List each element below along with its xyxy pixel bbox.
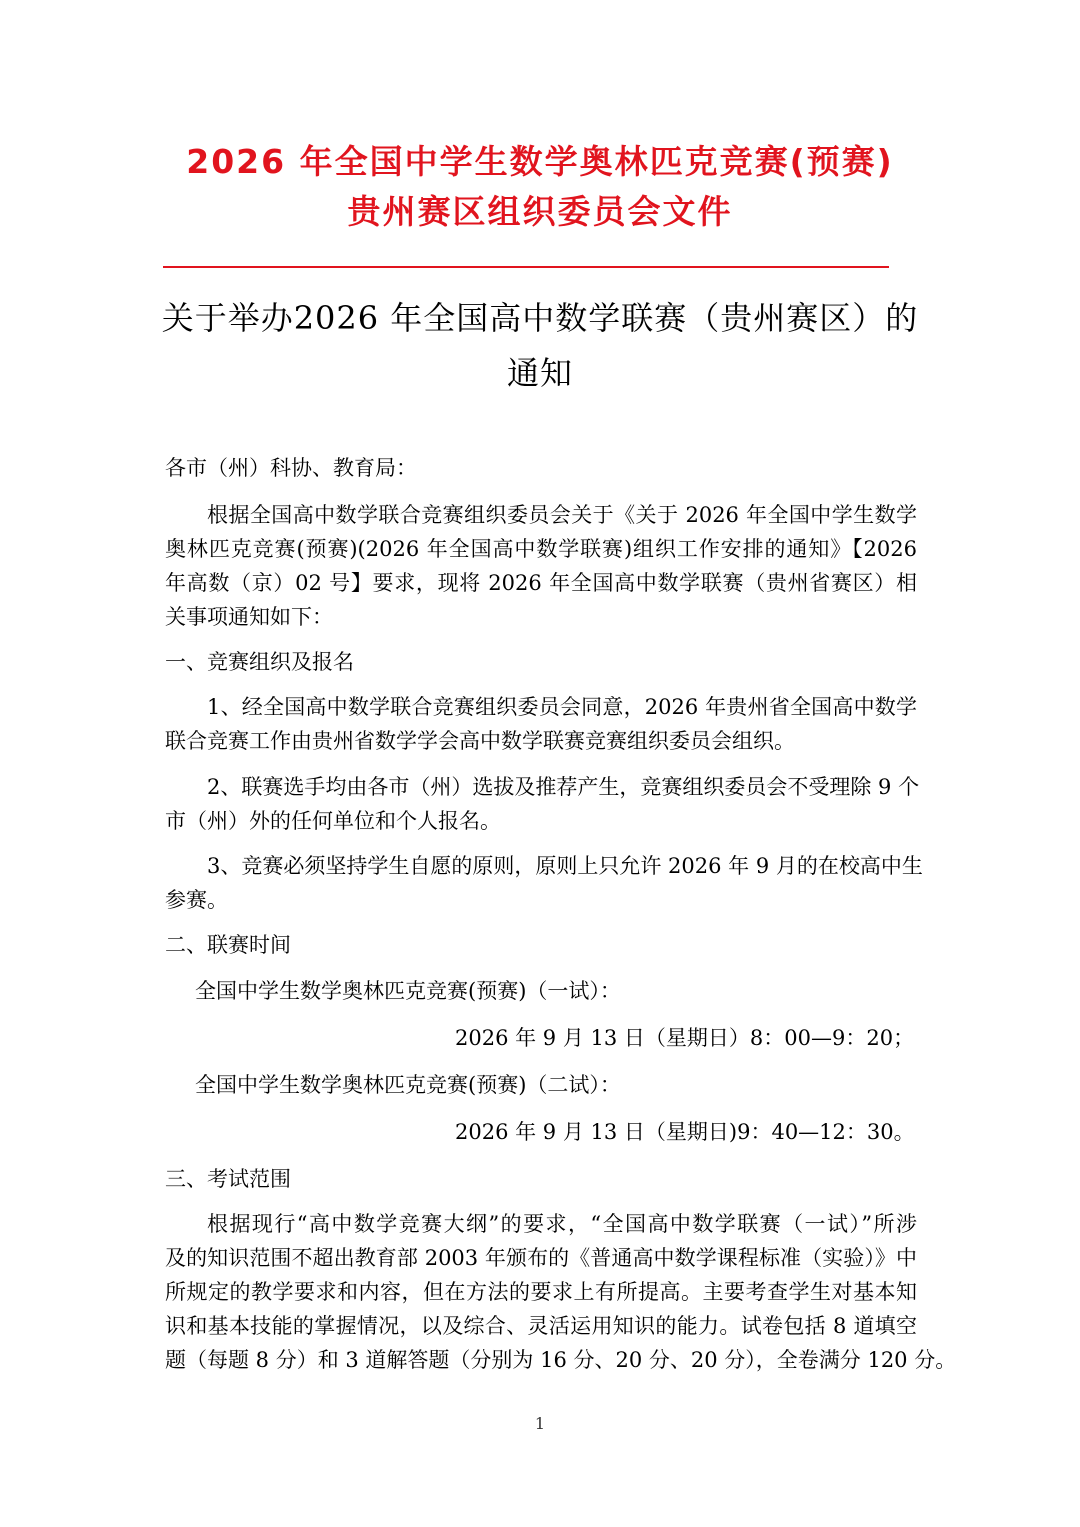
exam-2-label: 全国中学生数学奥林匹克竞赛(预赛)（二试）：: [195, 1073, 621, 1097]
section-3-paragraph-line: 所规定的教学要求和内容，但在方法的要求上有所提高。主要考查学生对基本知: [165, 1280, 917, 1304]
exam-2-time: 2026 年 9 月 13 日（星期日)9：40—12：30。: [455, 1120, 915, 1144]
section-3-paragraph-line: 题（每题 8 分）和 3 道解答题（分别为 16 分、20 分、20 分），全卷满分 120 分。: [165, 1348, 957, 1372]
section-1-heading: 一、竞赛组织及报名: [165, 650, 354, 674]
salutation: 各市（州）科协、教育局：: [165, 456, 417, 480]
header-line-1: 2026 年全国中学生数学奥林匹克竞赛(预赛): [186, 142, 894, 181]
section-1-paragraph-2-line: 2、联赛选手均由各市（州）选拔及推荐产生，竞赛组织委员会不受理除 9 个: [207, 775, 920, 799]
header-divider: [163, 266, 889, 268]
exam-1-time: 2026 年 9 月 13 日（星期日）8：00—9：20；: [455, 1026, 915, 1050]
section-1-paragraph-3-line: 参赛。: [165, 888, 228, 912]
intro-line: 年高数（京）02 号】要求，现将 2026 年全国高中数学联赛（贵州省赛区）相: [165, 571, 917, 595]
header-line-2: 贵州赛区组织委员会文件: [347, 192, 733, 231]
intro-line: 奥林匹克竞赛(预赛)(2026 年全国高中数学联赛)组织工作安排的通知》【2026: [165, 537, 917, 561]
notice-title-line-2: 通知: [506, 354, 573, 392]
page-number: 1: [534, 1414, 546, 1433]
section-1-paragraph-1-line: 1、经全国高中数学联合竞赛组织委员会同意，2026 年贵州省全国高中数学: [207, 695, 917, 719]
intro-line: 根据全国高中数学联合竞赛组织委员会关于《关于 2026 年全国中学生数学: [207, 503, 917, 527]
section-3-heading: 三、考试范围: [165, 1167, 291, 1191]
section-1-paragraph-1-line: 联合竞赛工作由贵州省数学学会高中数学联赛竞赛组织委员会组织。: [165, 729, 795, 753]
notice-title-line-1: 关于举办2026 年全国高中数学联赛（贵州赛区）的: [161, 299, 919, 337]
exam-1-label: 全国中学生数学奥林匹克竞赛(预赛)（一试）：: [195, 979, 621, 1003]
section-3-paragraph-line: 识和基本技能的掌握情况，以及综合、灵活运用知识的能力。试卷包括 8 道填空: [165, 1314, 917, 1338]
section-3-paragraph-line: 根据现行“高中数学竞赛大纲”的要求，“全国高中数学联赛（一试）”所涉: [207, 1212, 917, 1236]
section-3-paragraph-line: 及的知识范围不超出教育部 2003 年颁布的《普通高中数学课程标准（实验）》中: [165, 1246, 917, 1270]
section-2-heading: 二、联赛时间: [165, 933, 291, 957]
section-1-paragraph-3-line: 3、竞赛必须坚持学生自愿的原则，原则上只允许 2026 年 9 月的在校高中生: [207, 854, 923, 878]
section-1-paragraph-2-line: 市（州）外的任何单位和个人报名。: [165, 809, 501, 833]
intro-line: 关事项通知如下：: [165, 605, 333, 629]
